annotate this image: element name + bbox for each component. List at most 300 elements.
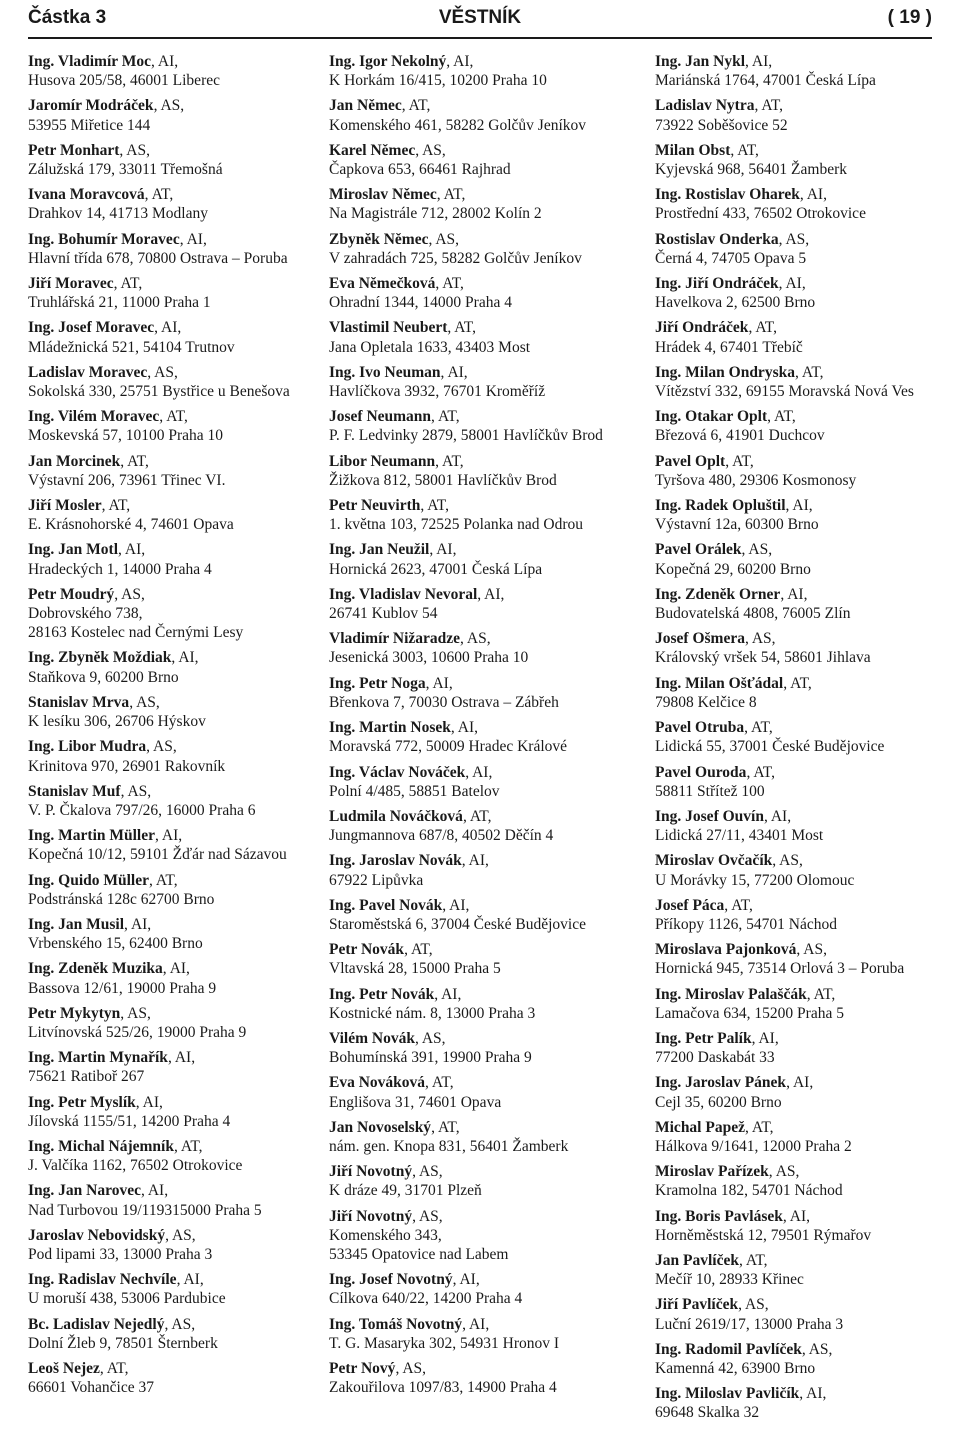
- authorization-code: , AS,: [744, 630, 776, 648]
- authorization-code: , AI,: [118, 541, 146, 559]
- entry-name-line: [655, 96, 960, 115]
- address-line: V zahradách 725, 58282 Golčův Jeníkov: [329, 249, 582, 267]
- directory-entry: [28, 540, 348, 578]
- entry-name-line: [329, 1118, 649, 1137]
- authorization-code: , AI,: [171, 649, 199, 667]
- entry-name-line: [28, 959, 348, 978]
- address-line: Kopečná 29, 60200 Brno: [655, 560, 811, 578]
- entry-name-line: [28, 318, 348, 337]
- header-divider: [28, 37, 932, 39]
- directory-entry: [28, 959, 348, 997]
- authorization-code: , AT,: [744, 719, 773, 737]
- address-line: 69648 Skalka 32: [655, 1404, 760, 1422]
- address-line: Dolní Žleb 9, 78501 Šternberk: [28, 1334, 218, 1352]
- directory-entry: [28, 1270, 348, 1308]
- directory-entry: [28, 1226, 348, 1264]
- address-line: Lidická 55, 37001 České Budějovice: [655, 738, 885, 756]
- person-name: Ing. Michal Nájemník: [28, 1137, 174, 1155]
- directory-entry: [655, 985, 960, 1023]
- authorization-code: , AS,: [415, 141, 446, 159]
- person-name: Leoš Nejez: [28, 1359, 100, 1377]
- authorization-code: , AI,: [124, 915, 152, 933]
- directory-entry: [329, 585, 649, 623]
- person-name: Ing. Jan Narovec: [28, 1182, 141, 1200]
- authorization-code: , AT,: [746, 763, 776, 781]
- address-line: Drahkov 14, 41713 Modlany: [28, 205, 208, 223]
- address-line: 53345 Opatovice nad Labem: [329, 1245, 509, 1263]
- entry-name-line: [28, 782, 348, 801]
- directory-entry: [655, 1029, 960, 1067]
- address-line: Jungmannova 687/8, 40502 Děčín 4: [329, 827, 554, 845]
- entry-name-line: [329, 363, 649, 382]
- entry-name-line: [28, 585, 348, 604]
- address-line: Komenského 343,: [329, 1226, 442, 1244]
- entry-name-line: [329, 1207, 649, 1226]
- entry-name-line: [655, 1340, 960, 1359]
- entry-name-line: [329, 274, 649, 293]
- person-name: Ing. Petr Myslík: [28, 1093, 136, 1111]
- authorization-code: , AI,: [477, 585, 505, 603]
- person-name: Miroslav Pařízek: [655, 1163, 769, 1181]
- directory-entry: [28, 826, 348, 864]
- person-name: Petr Mykytyn: [28, 1004, 121, 1022]
- directory-entry: [329, 452, 649, 490]
- person-name: Rostislav Onderka: [655, 230, 779, 248]
- person-name: Ing. Josef Novotný: [329, 1271, 453, 1289]
- address-line: Vrbenského 15, 62400 Brno: [28, 935, 203, 953]
- directory-entry: [28, 1137, 348, 1175]
- entry-name-line: [28, 1004, 348, 1023]
- person-name: Ivana Moravcová: [28, 186, 145, 204]
- directory-entry: [28, 915, 348, 953]
- entry-name-line: [329, 629, 649, 648]
- address-line: Komenského 461, 58282 Golčův Jeníkov: [329, 116, 587, 134]
- person-name: Stanislav Muf: [28, 782, 121, 800]
- column-3: [655, 52, 960, 1429]
- entry-name-line: [655, 407, 960, 426]
- directory-entry: [655, 585, 960, 623]
- directory-entry: [28, 318, 348, 356]
- directory-entry: [655, 318, 960, 356]
- authorization-code: , AT,: [149, 871, 178, 889]
- authorization-code: , AS,: [412, 1207, 443, 1225]
- entry-name-line: [329, 718, 649, 737]
- address-line: Výstavní 12a, 60300 Brno: [655, 516, 819, 534]
- authorization-code: , AT,: [401, 97, 431, 115]
- address-line: 66601 Vohančice 37: [28, 1379, 154, 1397]
- address-line: Kramolna 182, 54701 Náchod: [655, 1182, 843, 1200]
- directory-entry: [28, 96, 348, 134]
- address-line: Mariánská 1764, 47001 Česká Lípa: [655, 72, 876, 90]
- entry-name-line: [655, 1207, 960, 1226]
- directory-entry: [329, 1162, 649, 1200]
- authorization-code: , AT,: [794, 363, 824, 381]
- directory-entry: [655, 1384, 960, 1422]
- directory-entry: [329, 718, 649, 756]
- directory-entry: [655, 896, 960, 934]
- directory-entry: [655, 52, 960, 90]
- person-name: Ing. Otakar Oplt: [655, 408, 768, 426]
- directory-entry: [329, 141, 649, 179]
- person-name: Jiří Novotný: [329, 1163, 413, 1181]
- address-line: Příkopy 1126, 54701 Náchod: [655, 915, 837, 933]
- person-name: Stanislav Mrva: [28, 693, 130, 711]
- authorization-code: , AI,: [140, 1182, 169, 1200]
- entry-name-line: [329, 407, 649, 426]
- directory-entry: [655, 407, 960, 445]
- authorization-code: , AI,: [465, 763, 493, 781]
- directory-entry: [329, 1270, 649, 1308]
- directory-entry: [655, 763, 960, 801]
- authorization-code: , AT,: [435, 452, 464, 470]
- authorization-code: , AI,: [429, 541, 457, 559]
- authorization-code: , AT,: [462, 807, 492, 825]
- directory-entry: [28, 1004, 348, 1042]
- directory-entry: [28, 452, 348, 490]
- address-line: Moskevská 57, 10100 Praha 10: [28, 427, 224, 445]
- header-issue-number: Částka 3: [28, 7, 107, 28]
- authorization-code: , AI,: [786, 1074, 814, 1092]
- header-publication-title: VĚSTNÍK: [438, 7, 522, 28]
- address-line: 28163 Kostelec nad Černými Lesy: [28, 624, 244, 642]
- entry-name-line: [655, 1073, 960, 1092]
- entry-name-line: [329, 807, 649, 826]
- entry-name-line: [329, 452, 649, 471]
- authorization-code: , AI,: [162, 960, 190, 978]
- authorization-code: , AT,: [725, 452, 754, 470]
- directory-entry: [28, 585, 348, 643]
- entry-name-line: [28, 52, 348, 71]
- authorization-code: , AT,: [744, 1118, 774, 1136]
- authorization-code: , AI,: [425, 674, 453, 692]
- authorization-code: , AI,: [799, 186, 827, 204]
- person-name: Ing. Ivo Neuman: [329, 363, 441, 381]
- entry-name-line: [655, 629, 960, 648]
- address-line: Hornická 2623, 47001 Česká Lípa: [329, 560, 543, 578]
- authorization-code: , AI,: [154, 319, 182, 337]
- directory-entry: [655, 452, 960, 490]
- entry-name-line: [655, 52, 960, 71]
- address-line: Pod lipami 33, 13000 Praha 3: [28, 1245, 213, 1263]
- address-line: Zakouřilova 1097/83, 14900 Praha 4: [329, 1379, 557, 1397]
- address-line: Bohumínská 391, 19900 Praha 9: [329, 1049, 532, 1067]
- directory-entry: [655, 674, 960, 712]
- authorization-code: , AI,: [778, 275, 806, 293]
- authorization-code: , AS,: [428, 230, 460, 248]
- person-name: Zbyněk Němec: [329, 230, 429, 248]
- entry-name-line: [655, 940, 960, 959]
- person-name: Eva Němečková: [329, 275, 436, 293]
- address-line: Čapkova 653, 66461 Rajhrad: [329, 161, 511, 179]
- address-line: Hálkova 9/1641, 12000 Praha 2: [655, 1137, 852, 1155]
- authorization-code: , AS,: [460, 630, 491, 648]
- authorization-code: , AT,: [738, 1251, 768, 1269]
- person-name: Ing. Igor Nekolný: [329, 53, 447, 70]
- person-name: Ing. Zdeněk Muzika: [28, 960, 163, 978]
- address-line: J. Valčíka 1162, 76502 Otrokovice: [28, 1157, 243, 1175]
- person-name: Petr Nový: [329, 1359, 396, 1377]
- authorization-code: , AT,: [173, 1137, 203, 1155]
- address-line: P. F. Ledvinky 2879, 58001 Havlíčkův Brod: [329, 427, 603, 445]
- person-name: Ludmila Nováčková: [329, 807, 463, 825]
- address-line: Břenkova 7, 70030 Ostrava – Zábřeh: [329, 693, 559, 711]
- authorization-code: , AS,: [412, 1163, 443, 1181]
- person-name: Ladislav Moravec: [28, 363, 148, 381]
- person-name: Ing. Jiří Ondráček: [655, 275, 779, 293]
- address-line: 1. května 103, 72525 Polanka nad Odrou: [329, 516, 583, 534]
- address-line: Litvínovská 525/26, 19000 Praha 9: [28, 1023, 247, 1041]
- entry-name-line: [655, 718, 960, 737]
- authorization-code: , AT,: [730, 141, 759, 159]
- address-line: Moravská 772, 50009 Hradec Králové: [329, 738, 568, 756]
- entry-name-line: [655, 851, 960, 870]
- address-line: Staroměstská 6, 37004 České Budějovice: [329, 915, 586, 933]
- entry-name-line: [329, 496, 649, 515]
- authorization-code: , AI,: [785, 497, 813, 515]
- person-name: Jiří Mosler: [28, 497, 102, 515]
- directory-entry: [655, 96, 960, 134]
- person-name: Ing. Milan Ošťádal: [655, 674, 784, 692]
- header-page-number: ( 19 ): [887, 7, 932, 28]
- entry-name-line: [329, 1029, 649, 1048]
- entry-name-line: [655, 674, 960, 693]
- directory-entry: [655, 496, 960, 534]
- person-name: Ladislav Nytra: [655, 97, 755, 115]
- directory-entry: [28, 230, 348, 268]
- address-line: 77200 Daskabát 33: [655, 1049, 775, 1067]
- address-line: Havelkova 2, 62500 Brno: [655, 294, 816, 312]
- entry-name-line: [655, 1251, 960, 1270]
- entry-name-line: [655, 1162, 960, 1181]
- person-name: Ing. Quido Müller: [28, 871, 150, 889]
- entry-name-line: [655, 1384, 960, 1403]
- directory-entry: [329, 1315, 649, 1353]
- directory-entry: [329, 851, 649, 889]
- address-line: 73922 Soběšovice 52: [655, 116, 788, 134]
- directory-entry: [655, 807, 960, 845]
- authorization-code: , AS,: [165, 1226, 196, 1244]
- entry-name-line: [655, 274, 960, 293]
- person-name: Miroslav Ovčačík: [655, 852, 773, 870]
- authorization-code: , AS,: [146, 738, 177, 756]
- address-line: Královský vršek 54, 58601 Jihlava: [655, 649, 871, 667]
- address-line: Kostnické nám. 8, 13000 Praha 3: [329, 1004, 536, 1022]
- address-line: Hornická 945, 73514 Orlová 3 – Poruba: [655, 960, 905, 978]
- authorization-code: , AI,: [446, 53, 474, 70]
- person-name: Ing. Radek Opluštil: [655, 497, 786, 515]
- directory-entry: [28, 52, 348, 90]
- address-line: Mládežnická 521, 54104 Trutnov: [28, 338, 235, 356]
- person-name: Michal Papež: [655, 1118, 745, 1136]
- person-name: Ing. Jan Nykl: [655, 53, 746, 70]
- directory-entry: [329, 1073, 649, 1111]
- address-line: Staňkova 9, 60200 Brno: [28, 668, 179, 686]
- entry-name-line: [329, 96, 649, 115]
- person-name: Miroslav Němec: [329, 186, 437, 204]
- entry-name-line: [28, 274, 348, 293]
- entry-name-line: [329, 141, 649, 160]
- person-name: Jaromír Modráček: [28, 97, 154, 115]
- address-line: 58811 Střítež 100: [655, 782, 765, 800]
- entry-name-line: [28, 1226, 348, 1245]
- person-name: Pavel Orálek: [655, 541, 742, 559]
- directory-entry: [28, 363, 348, 401]
- entry-name-line: [28, 1270, 348, 1289]
- person-name: Pavel Ouroda: [655, 763, 747, 781]
- entry-name-line: [655, 230, 960, 249]
- authorization-code: , AT,: [436, 186, 466, 204]
- person-name: Ing. Josef Ouvín: [655, 807, 764, 825]
- directory-entry: [28, 496, 348, 534]
- person-name: Ing. Petr Palík: [655, 1029, 752, 1047]
- person-name: Ing. Milan Ondryska: [655, 363, 795, 381]
- authorization-code: , AI,: [450, 719, 478, 737]
- address-line: Vltavská 28, 15000 Praha 5: [329, 960, 501, 978]
- directory-entry: [28, 1315, 348, 1353]
- directory-entry: [655, 1340, 960, 1378]
- entry-name-line: [329, 985, 649, 1004]
- authorization-code: , AI,: [135, 1093, 163, 1111]
- person-name: Jiří Novotný: [329, 1207, 413, 1225]
- entry-name-line: [655, 363, 960, 382]
- person-name: Josef Ošmera: [655, 630, 745, 648]
- address-line: Hlavní třída 678, 70800 Ostrava – Poruba: [28, 249, 288, 267]
- directory-entry: [655, 718, 960, 756]
- address-line: Budovatelská 4808, 76005 Zlín: [655, 605, 851, 623]
- address-line: Vítězství 332, 69155 Moravská Nová Ves: [655, 383, 914, 401]
- person-name: Jan Pavlíček: [655, 1251, 739, 1269]
- entry-name-line: [655, 1295, 960, 1314]
- address-line: Mečíř 10, 28933 Křinec: [655, 1271, 804, 1289]
- entry-name-line: [28, 737, 348, 756]
- address-line: 75621 Ratiboř 267: [28, 1068, 145, 1086]
- entry-name-line: [329, 1270, 649, 1289]
- authorization-code: , AT,: [431, 408, 460, 426]
- person-name: Milan Obst: [655, 141, 731, 159]
- entry-name-line: [28, 452, 348, 471]
- authorization-code: , AT,: [435, 275, 464, 293]
- directory-entry: [655, 1118, 960, 1156]
- entry-name-line: [28, 363, 348, 382]
- directory-entry: [655, 629, 960, 667]
- directory-entry: [28, 782, 348, 820]
- address-line: Horněměstská 12, 79501 Rýmařov: [655, 1226, 872, 1244]
- authorization-code: , AS,: [772, 852, 803, 870]
- person-name: Vilém Novák: [329, 1029, 415, 1047]
- address-line: Jana Opletala 1633, 43403 Most: [329, 338, 531, 356]
- person-name: Jiří Ondráček: [655, 319, 749, 337]
- address-line: Sokolská 330, 25751 Bystřice u Benešova: [28, 383, 290, 401]
- person-name: Jan Němec: [329, 97, 402, 115]
- person-name: Ing. Boris Pavlásek: [655, 1207, 783, 1225]
- entry-name-line: [28, 693, 348, 712]
- address-line: V. P. Čkalova 797/26, 16000 Praha 6: [28, 801, 256, 819]
- person-name: Ing. Rostislav Oharek: [655, 186, 800, 204]
- address-line: 26741 Kublov 54: [329, 605, 438, 623]
- entry-name-line: [28, 1093, 348, 1112]
- authorization-code: , AT,: [748, 319, 778, 337]
- page-header: [28, 4, 932, 32]
- person-name: Ing. Libor Mudra: [28, 738, 147, 756]
- address-line: Zálužská 179, 33011 Třemošná: [28, 161, 223, 179]
- person-name: Petr Neuvirth: [329, 497, 421, 515]
- person-name: Pavel Oplt: [655, 452, 726, 470]
- person-name: Jiří Moravec: [28, 275, 114, 293]
- entry-name-line: [329, 896, 649, 915]
- address-line: Březová 6, 41901 Duchcov: [655, 427, 825, 445]
- authorization-code: , AT,: [806, 985, 836, 1003]
- authorization-code: , AT,: [447, 319, 476, 337]
- person-name: Josef Páca: [655, 896, 725, 914]
- authorization-code: , AI,: [442, 896, 470, 914]
- authorization-code: , AI,: [462, 1315, 490, 1333]
- directory-entry: [329, 363, 649, 401]
- person-name: Ing. Tomáš Novotný: [329, 1315, 463, 1333]
- entry-name-line: [28, 141, 348, 160]
- directory-entry: [329, 896, 649, 934]
- authorization-code: , AI,: [780, 585, 808, 603]
- entry-name-line: [655, 1029, 960, 1048]
- address-line: Polní 4/485, 58851 Batelov: [329, 782, 500, 800]
- directory-entry: [655, 1207, 960, 1245]
- address-line: E. Krásnohorské 4, 74601 Opava: [28, 516, 234, 534]
- entry-name-line: [655, 1118, 960, 1137]
- address-line: Lamačova 634, 15200 Praha 5: [655, 1004, 844, 1022]
- entry-name-line: [655, 585, 960, 604]
- address-line: 67922 Lipůvka: [329, 871, 424, 889]
- entry-name-line: [28, 407, 348, 426]
- directory-entry: [655, 230, 960, 268]
- authorization-code: , AT,: [159, 408, 188, 426]
- directory-entry: [28, 648, 348, 686]
- person-name: Ing. Jaroslav Pánek: [655, 1074, 787, 1092]
- entry-name-line: [655, 896, 960, 915]
- authorization-code: , AS,: [414, 1029, 446, 1047]
- directory-entry: [28, 737, 348, 775]
- person-name: Bc. Ladislav Nejedlý: [28, 1315, 165, 1333]
- entry-name-line: [655, 318, 960, 337]
- directory-entry: [28, 871, 348, 909]
- directory-entry: [329, 763, 649, 801]
- directory-entry: [655, 1251, 960, 1289]
- authorization-code: , AI,: [176, 1271, 204, 1289]
- authorization-code: , AS,: [778, 230, 810, 248]
- person-name: Ing. Martin Mynařík: [28, 1049, 168, 1067]
- address-line: Luční 2619/17, 13000 Praha 3: [655, 1315, 844, 1333]
- person-name: Jaroslav Nebovidský: [28, 1226, 166, 1244]
- directory-entry: [329, 407, 649, 445]
- address-line: Cejl 35, 60200 Brno: [655, 1093, 782, 1111]
- entry-name-line: [655, 452, 960, 471]
- directory-entry: [329, 96, 649, 134]
- directory-entry: [655, 274, 960, 312]
- person-name: Ing. Miloslav Pavličík: [655, 1385, 800, 1403]
- authorization-code: , AS,: [395, 1359, 427, 1377]
- authorization-code: , AS,: [147, 363, 178, 381]
- person-name: Ing. Petr Noga: [329, 674, 426, 692]
- address-line: Bassova 12/61, 19000 Praha 9: [28, 979, 217, 997]
- authorization-code: , AT,: [783, 674, 812, 692]
- person-name: Ing. Jan Musil: [28, 915, 125, 933]
- person-name: Vladimír Nižaradze: [329, 630, 461, 648]
- entry-name-line: [329, 851, 649, 870]
- person-name: Ing. Josef Moravec: [28, 319, 155, 337]
- address-line: Krinitova 970, 26901 Rakovník: [28, 757, 226, 775]
- entry-name-line: [329, 674, 649, 693]
- address-line: T. G. Masaryka 302, 54931 Hronov I: [329, 1334, 560, 1352]
- authorization-code: , AT,: [113, 275, 143, 293]
- address-line: Výstavní 206, 73961 Třinec VI.: [28, 471, 226, 489]
